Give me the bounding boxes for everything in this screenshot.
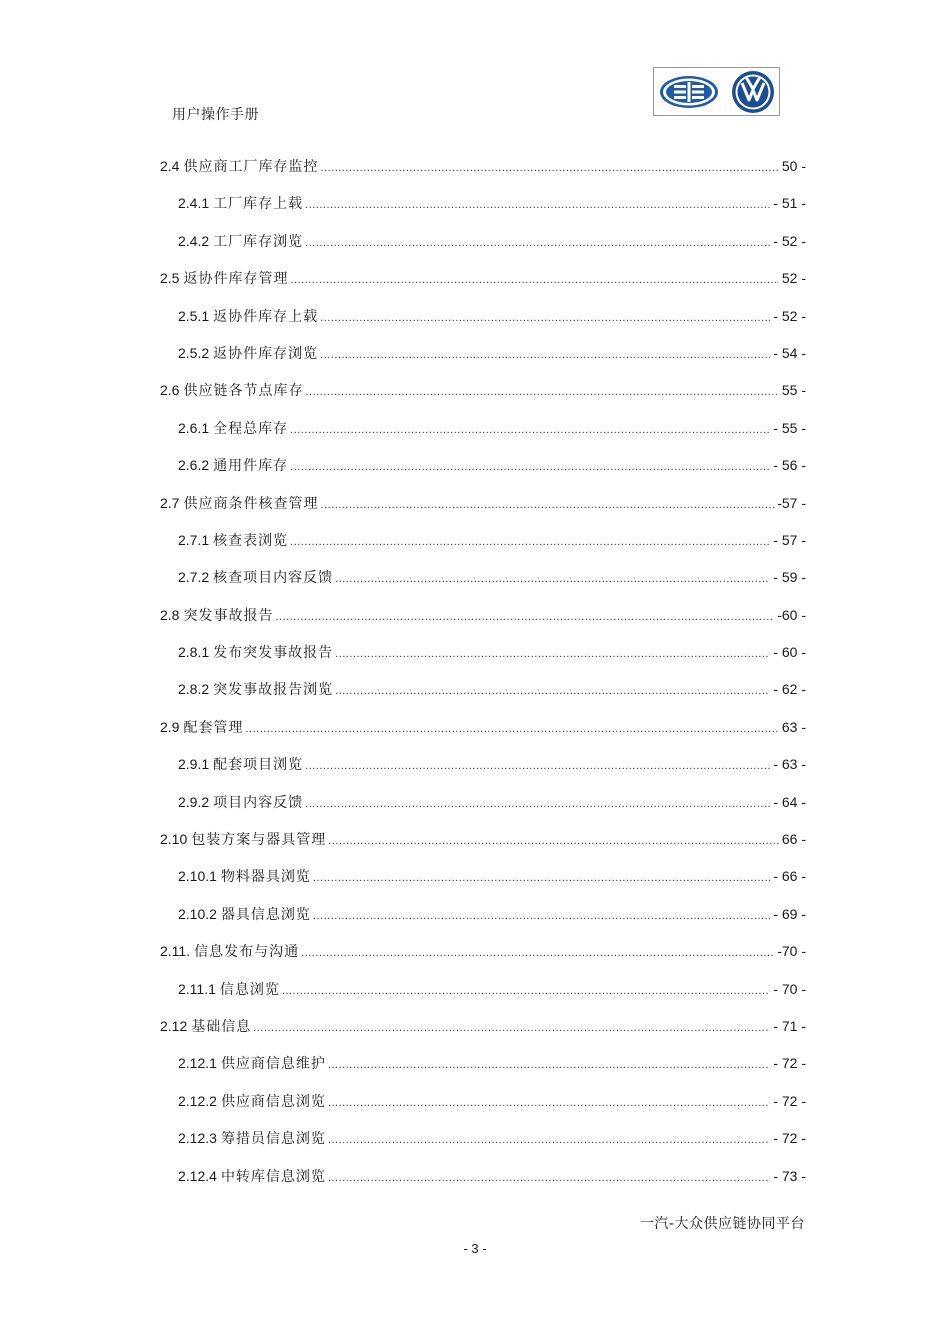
toc-leader-dots	[328, 1164, 770, 1192]
toc-entry-page: 55 -	[781, 382, 806, 399]
toc-entry[interactable]	[160, 414, 806, 451]
toc-leader-dots	[313, 902, 770, 930]
toc-leader-dots	[335, 640, 770, 668]
toc-entry-page: - 63 -	[773, 756, 806, 773]
toc-leader-dots	[301, 939, 774, 967]
toc-entry-number: 2.10	[160, 831, 188, 848]
toc-entry-page: -60 -	[777, 606, 806, 623]
toc-entry-title: 器具信息浏览	[220, 906, 311, 923]
toc-entry-title: 工厂库存浏览	[213, 233, 304, 250]
toc-leader-dots	[282, 977, 770, 1005]
toc-entry-number: 2.6.2	[178, 457, 210, 474]
toc-entry-number: 2.12.4	[178, 1167, 217, 1184]
toc-entry-title: 基础信息	[191, 1018, 252, 1035]
toc-entry[interactable]	[160, 451, 806, 488]
toc-entry-title: 供应商工厂库存监控	[183, 159, 319, 175]
toc-entry[interactable]	[160, 825, 806, 862]
toc-entry-title: 核查项目内容反馈	[213, 570, 334, 587]
toc-entry-title: 信息发布与沟通	[194, 944, 300, 961]
toc-entry-title: 中转库信息浏览	[220, 1168, 326, 1185]
toc-entry-title: 返协件库存管理	[183, 271, 289, 288]
toc-entry-number: 2.6.1	[178, 419, 210, 436]
toc-entry-page: - 73 -	[773, 1167, 806, 1184]
toc-entry-title: 配套管理	[183, 719, 244, 736]
toc-entry[interactable]	[160, 675, 806, 712]
toc-entry-page: - 56 -	[773, 457, 806, 474]
toc-entry-number: 2.10.2	[178, 905, 217, 922]
toc-entry[interactable]	[160, 302, 806, 339]
toc-entry[interactable]	[160, 1049, 806, 1086]
toc-entry[interactable]	[160, 1162, 806, 1199]
toc-entry[interactable]	[160, 489, 806, 526]
header-logos	[653, 67, 780, 116]
toc-entry-title: 核查表浏览	[213, 532, 289, 549]
toc-entry-page: - 72 -	[773, 1055, 806, 1072]
toc-leader-dots	[305, 191, 770, 219]
toc-entry-page: - 71 -	[773, 1017, 806, 1034]
toc-entry-number: 2.11.	[160, 943, 191, 960]
toc-entry[interactable]	[160, 638, 806, 675]
toc-entry-page: 66 -	[781, 831, 806, 848]
toc-entry[interactable]	[160, 788, 806, 825]
toc-entry-page: - 70 -	[773, 980, 806, 997]
toc-leader-dots	[335, 677, 770, 705]
toc-entry-number: 2.9.2	[178, 793, 210, 810]
toc-entry[interactable]	[160, 227, 806, 264]
toc-entry-number: 2.11.1	[178, 980, 216, 997]
toc-entry-page: - 60 -	[773, 644, 806, 661]
toc-entry-number: 2.8.2	[178, 681, 210, 698]
toc-entry[interactable]	[160, 526, 806, 563]
toc-entry-number: 2.7.1	[178, 531, 210, 548]
toc-entry-number: 2.12.1	[178, 1055, 217, 1072]
toc-entry-number: 2.12.2	[178, 1092, 217, 1109]
toc-entry-number: 2.5	[160, 270, 180, 287]
toc-leader-dots	[328, 1051, 770, 1079]
toc-entry-number: 2.7	[160, 494, 180, 511]
toc-entry-title: 配套项目浏览	[213, 757, 304, 774]
toc-entry-page: - 72 -	[773, 1092, 806, 1109]
toc-entry-page: - 72 -	[773, 1130, 806, 1147]
toc-entry-title: 通用件库存	[213, 458, 289, 475]
toc-entry-number: 2.4.1	[178, 195, 210, 212]
toc-entry[interactable]	[160, 376, 806, 413]
toc-entry[interactable]	[160, 339, 806, 376]
toc-entry[interactable]	[160, 975, 806, 1012]
toc-entry-page: - 69 -	[773, 905, 806, 922]
toc-entry-title: 包装方案与器具管理	[191, 832, 327, 849]
toc-entry-title: 筹措员信息浏览	[220, 1131, 326, 1148]
toc-entry[interactable]	[160, 750, 806, 787]
toc-entry-title: 返协件库存上载	[213, 308, 319, 325]
toc-leader-dots	[320, 304, 770, 332]
toc-entry-number: 2.9	[160, 718, 180, 735]
toc-entry-page: 50 -	[781, 158, 806, 174]
toc-leader-dots	[305, 790, 770, 818]
toc-entry-number: 2.5.2	[178, 344, 210, 361]
toc-entry-page: - 54 -	[773, 344, 806, 361]
toc-entry-page: - 64 -	[773, 793, 806, 810]
toc-entry-page: - 52 -	[773, 307, 806, 324]
toc-entry[interactable]	[160, 862, 806, 899]
volkswagen-logo-icon	[728, 68, 778, 115]
toc-entry-page: - 57 -	[773, 531, 806, 548]
toc-entry-number: 2.4.2	[178, 232, 210, 249]
toc-entry-page: - 66 -	[773, 868, 806, 885]
toc-entry-number: 2.5.1	[178, 307, 210, 324]
toc-leader-dots	[275, 603, 774, 631]
toc-entry-page: - 55 -	[773, 419, 806, 436]
toc-leader-dots	[290, 453, 770, 481]
toc-entry-number: 2.4	[160, 158, 180, 174]
toc-entry-page: -57 -	[777, 494, 806, 511]
toc-leader-dots	[290, 266, 778, 294]
toc-entry-title: 项目内容反馈	[213, 794, 304, 811]
toc-entry[interactable]	[160, 900, 806, 937]
toc-entry-title: 供应链各节点库存	[183, 383, 304, 400]
toc-entry-number: 2.8.1	[178, 644, 210, 661]
toc-entry-title: 信息浏览	[219, 981, 280, 998]
toc-entry-number: 2.12.3	[178, 1130, 217, 1147]
toc-entry[interactable]	[160, 189, 806, 226]
toc-entry-page: - 59 -	[773, 569, 806, 586]
toc-entry-page: 63 -	[781, 718, 806, 735]
toc-leader-dots	[305, 378, 778, 406]
toc-entry-title: 突发事故报告浏览	[213, 682, 334, 699]
toc-leader-dots	[328, 1089, 770, 1117]
toc-entry-title: 突发事故报告	[183, 607, 274, 624]
table-of-contents	[160, 152, 806, 1199]
toc-leader-dots	[335, 565, 770, 593]
toc-entry-number: 2.6	[160, 382, 180, 399]
toc-leader-dots	[305, 229, 770, 257]
toc-entry-title: 供应商信息维护	[220, 1056, 326, 1073]
toc-entry-page: - 62 -	[773, 681, 806, 698]
toc-entry[interactable]	[160, 713, 806, 750]
toc-entry[interactable]	[160, 1124, 806, 1161]
toc-entry-title: 供应商信息浏览	[220, 1093, 326, 1110]
toc-leader-dots	[290, 416, 770, 444]
toc-leader-dots	[328, 827, 779, 855]
toc-leader-dots	[320, 341, 770, 369]
toc-leader-dots	[320, 491, 774, 519]
toc-entry-title: 发布突发事故报告	[213, 645, 334, 662]
toc-leader-dots	[245, 715, 778, 743]
toc-entry-number: 2.10.1	[178, 868, 217, 885]
page-header-title: 用户操作手册	[172, 107, 259, 123]
toc-entry[interactable]	[160, 563, 806, 600]
toc-entry-title: 物料器具浏览	[220, 869, 311, 886]
faw-logo-icon	[656, 68, 722, 115]
toc-entry[interactable]	[160, 601, 806, 638]
toc-entry-title: 返协件库存浏览	[213, 345, 319, 362]
toc-leader-dots	[328, 1126, 770, 1154]
toc-entry-page: - 52 -	[773, 232, 806, 249]
toc-leader-dots	[305, 752, 770, 780]
page-number: - 3 -	[463, 1241, 487, 1256]
toc-entry-number: 2.9.1	[178, 756, 210, 773]
toc-entry-number: 2.7.2	[178, 569, 210, 586]
toc-leader-dots	[253, 1014, 770, 1042]
toc-leader-dots	[313, 864, 770, 892]
toc-entry-title: 工厂库存上载	[213, 196, 304, 213]
footer-title: 一汽-大众供应链协同平台	[639, 1216, 805, 1232]
toc-leader-dots	[320, 154, 778, 182]
toc-entry[interactable]	[160, 152, 806, 189]
toc-entry-number: 2.8	[160, 606, 180, 623]
toc-entry-page: 52 -	[781, 270, 806, 287]
toc-entry[interactable]	[160, 1012, 806, 1049]
toc-leader-dots	[290, 528, 770, 556]
toc-entry[interactable]	[160, 937, 806, 974]
toc-entry-page: - 51 -	[773, 195, 806, 212]
toc-entry-title: 全程总库存	[213, 420, 289, 437]
toc-entry-number: 2.12	[160, 1017, 188, 1034]
toc-entry[interactable]	[160, 1087, 806, 1124]
toc-entry[interactable]	[160, 264, 806, 301]
toc-entry-title: 供应商条件核查管理	[183, 495, 319, 512]
toc-entry-page: -70 -	[777, 943, 806, 960]
